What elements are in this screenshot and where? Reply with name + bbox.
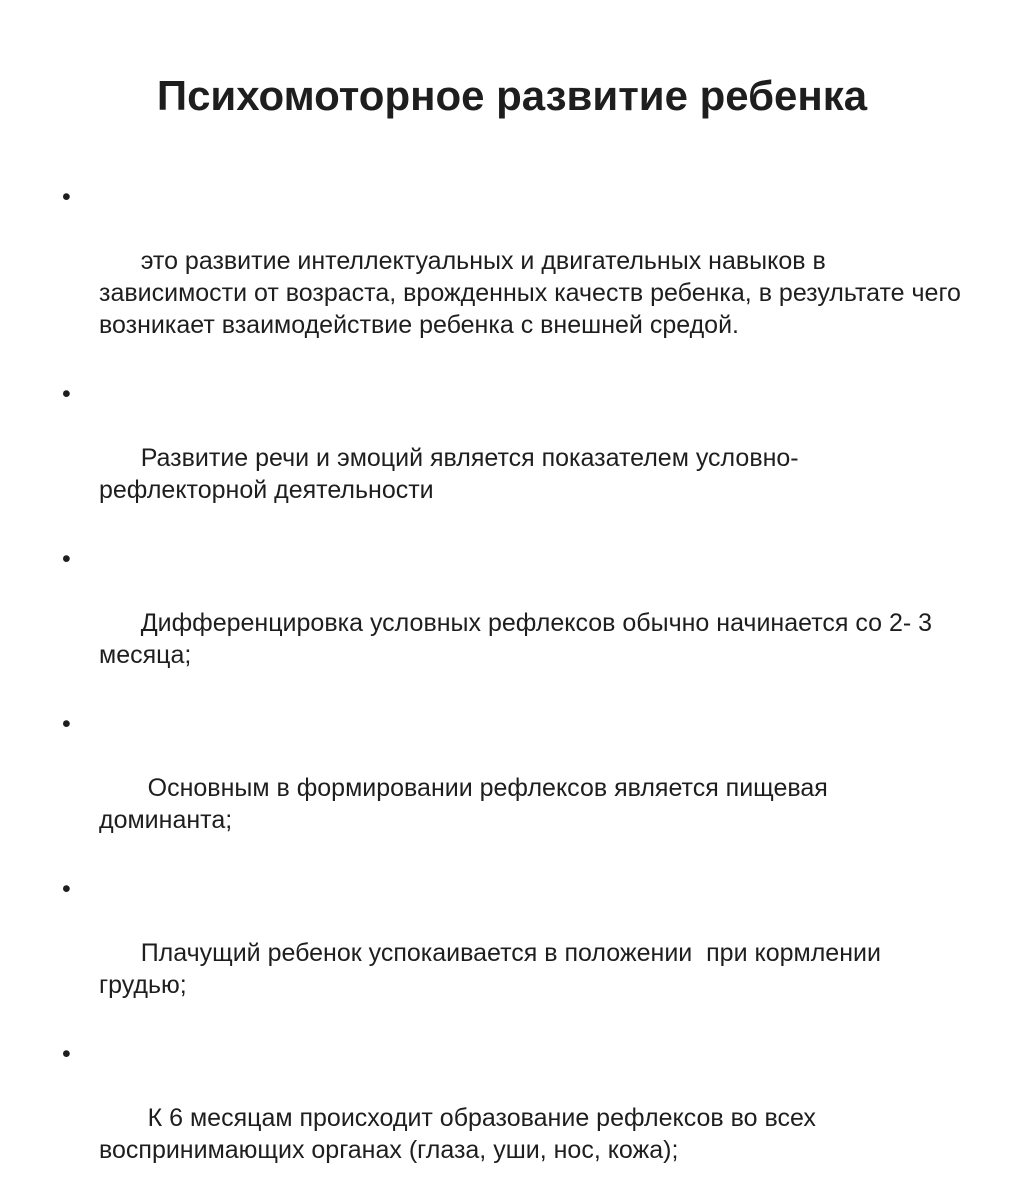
bullet-icon: •	[62, 1040, 71, 1068]
bullet-text: К 6 месяцам происходит образование рефлексов во всех воспринимающих органах (глаза, уши, нос, кожа);	[99, 1104, 823, 1164]
bullet-icon: •	[62, 710, 71, 738]
bullet-item	[62, 378, 962, 538]
bullet-item	[62, 543, 962, 703]
bullet-item	[62, 708, 962, 868]
bullet-icon: •	[62, 875, 71, 903]
bullet-item	[62, 181, 968, 373]
slide-title: Психомоторное развитие ребенка	[156, 72, 868, 119]
bullet-text: Плачущий ребенок успокаивается в положении при кормлении грудью;	[99, 939, 888, 999]
bullet-icon: •	[62, 183, 71, 211]
bullet-text: Дифференцировка условных рефлексов обычно начинается со 2- 3 месяца;	[99, 609, 940, 669]
bullet-item	[62, 1038, 962, 1198]
bullet-text: это развитие интеллектуальных и двигательных навыков в зависимости от возраста, врожденных качеств ребенка, в результате чего возникает взаимодействие ребенка с внешней средой.	[99, 247, 968, 339]
bullet-list	[62, 181, 968, 1203]
bullet-item	[62, 873, 962, 1033]
bullet-text: Развитие речи и эмоций является показателем условно-рефлекторной деятельности	[99, 444, 799, 504]
bullet-icon: •	[62, 380, 71, 408]
bullet-text: Основным в формировании рефлексов является пищевая доминанта;	[99, 774, 835, 834]
bullet-icon: •	[62, 545, 71, 573]
